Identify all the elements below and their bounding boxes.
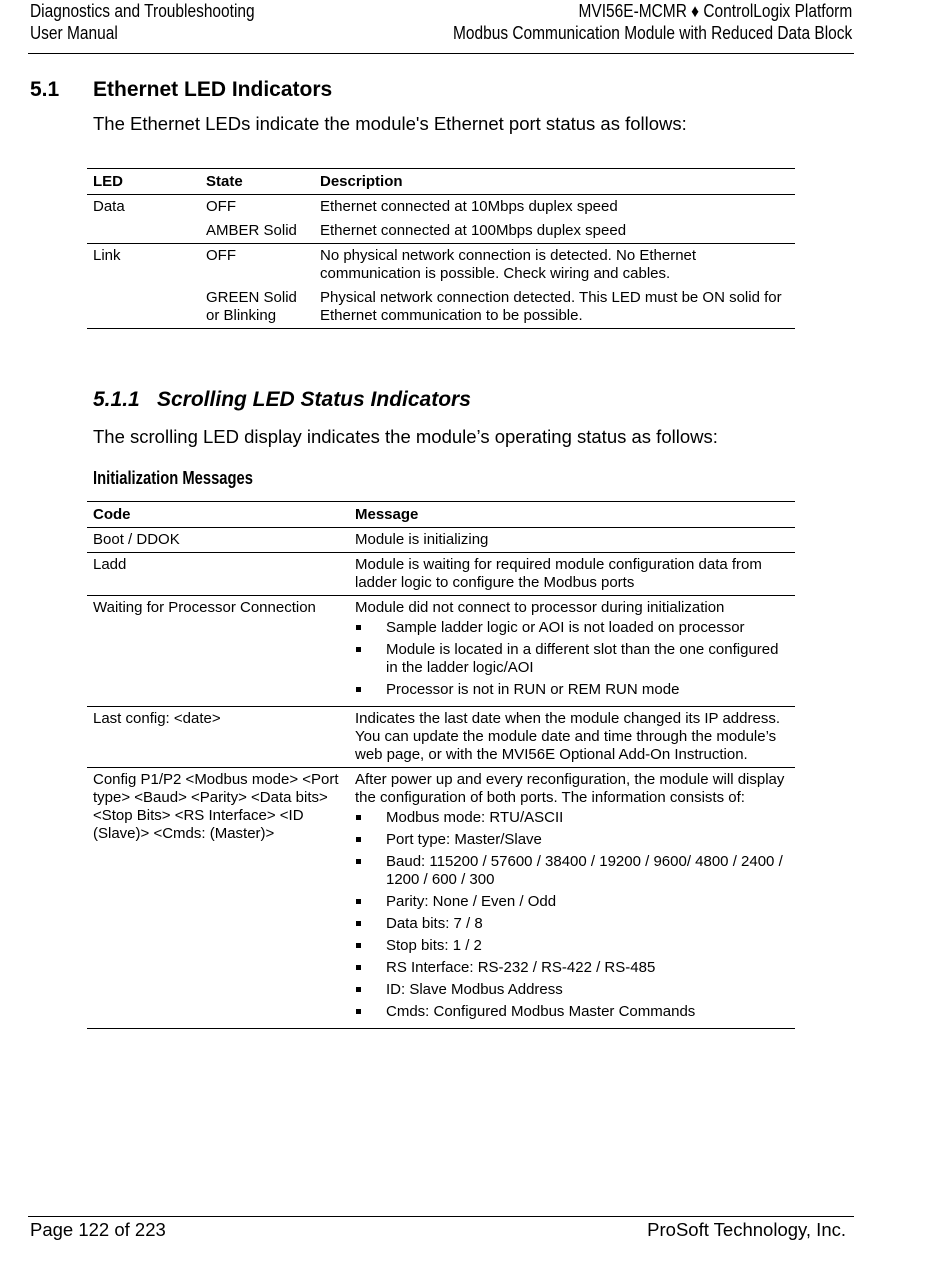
header-manual: User Manual bbox=[30, 23, 118, 43]
led-state: GREEN Solid or Blinking bbox=[200, 286, 314, 329]
list-item: Port type: Master/Slave bbox=[355, 831, 789, 849]
list-item: Sample ladder logic or AOI is not loaded on processor bbox=[355, 619, 789, 637]
message-text: After power up and every reconfiguration, the module will display the configuration of both ports. The information consists of: bbox=[355, 771, 785, 806]
section-number: 5.1 bbox=[30, 78, 60, 101]
page-header-left bbox=[30, 0, 255, 44]
message-table bbox=[87, 501, 795, 1029]
led-name bbox=[87, 219, 200, 244]
subsection-title: Scrolling LED Status Indicators bbox=[157, 388, 471, 411]
message-text: Module is initializing bbox=[349, 528, 795, 553]
column-header-state: State bbox=[200, 169, 314, 195]
table-row bbox=[87, 553, 795, 596]
page-header-right bbox=[453, 0, 852, 44]
list-item: RS Interface: RS-232 / RS-422 / RS-485 bbox=[355, 959, 789, 977]
header-divider bbox=[28, 53, 854, 54]
list-item: Module is located in a different slot than the one configured in the ladder logic/AOI bbox=[355, 641, 789, 677]
message-cell bbox=[349, 768, 795, 1029]
led-name bbox=[87, 286, 200, 329]
led-name: Data bbox=[93, 198, 125, 215]
message-code: Boot / DDOK bbox=[87, 528, 349, 553]
led-name: Link bbox=[93, 247, 121, 264]
subsection-heading bbox=[93, 388, 471, 412]
message-code: Last config: <date> bbox=[87, 707, 349, 768]
message-text: Module did not connect to processor during initialization bbox=[355, 599, 725, 616]
table-row bbox=[87, 195, 795, 220]
list-item: Parity: None / Even / Odd bbox=[355, 893, 789, 911]
footer-divider bbox=[28, 1216, 854, 1217]
column-header-message: Message bbox=[349, 502, 795, 528]
column-header-led: LED bbox=[87, 169, 200, 195]
header-chapter: Diagnostics and Troubleshooting bbox=[30, 1, 255, 21]
led-table-header bbox=[87, 169, 795, 195]
table-row bbox=[87, 286, 795, 329]
bullet-list bbox=[355, 619, 789, 699]
table-row bbox=[87, 528, 795, 553]
table-row bbox=[87, 596, 795, 707]
subsection-intro: The scrolling LED display indicates the module’s operating status as follows: bbox=[93, 426, 718, 447]
table-row bbox=[87, 768, 795, 1029]
message-code: Waiting for Processor Connection bbox=[87, 596, 349, 707]
section-title: Ethernet LED Indicators bbox=[93, 78, 333, 101]
table-row bbox=[87, 244, 795, 287]
message-code: Config P1/P2 <Modbus mode> <Port type> <Baud> <Parity> <Data bits> <Stop Bits> <RS Interface> <ID (Slave)> <Cmds: (Master)> bbox=[87, 768, 349, 1029]
table-row bbox=[87, 707, 795, 768]
led-description: Ethernet connected at 10Mbps duplex speed bbox=[320, 198, 618, 215]
list-item: Modbus mode: RTU/ASCII bbox=[355, 809, 789, 827]
message-text: Indicates the last date when the module changed its IP address. You can update the module date and time through the module’s web page, or with the MVI56E Optional Add-On Instruction. bbox=[349, 707, 795, 768]
subsection-number: 5.1.1 bbox=[93, 388, 140, 411]
led-table bbox=[87, 168, 795, 329]
section-intro: The Ethernet LEDs indicate the module's Ethernet port status as follows: bbox=[93, 113, 687, 134]
list-item: Data bits: 7 / 8 bbox=[355, 915, 789, 933]
led-description: Physical network connection detected. This LED must be ON solid for Ethernet communication to be possible. bbox=[314, 286, 795, 329]
column-header-description: Description bbox=[314, 169, 795, 195]
led-state: OFF bbox=[206, 198, 236, 215]
company-name: ProSoft Technology, Inc. bbox=[647, 1219, 846, 1240]
list-item: ID: Slave Modbus Address bbox=[355, 981, 789, 999]
table-heading: Initialization Messages bbox=[93, 468, 253, 488]
led-description: Ethernet connected at 100Mbps duplex speed bbox=[314, 219, 795, 244]
list-item: Processor is not in RUN or REM RUN mode bbox=[355, 681, 789, 699]
message-cell bbox=[349, 596, 795, 707]
led-state: OFF bbox=[206, 247, 236, 264]
table-row bbox=[87, 219, 795, 244]
message-table-header bbox=[87, 502, 795, 528]
bullet-list bbox=[355, 809, 789, 1021]
message-code: Ladd bbox=[87, 553, 349, 596]
column-header-code: Code bbox=[87, 502, 349, 528]
list-item: Stop bits: 1 / 2 bbox=[355, 937, 789, 955]
led-description: No physical network connection is detected. No Ethernet communication is possible. Check wiring and cables. bbox=[320, 247, 697, 282]
led-state: AMBER Solid bbox=[200, 219, 314, 244]
header-product: MVI56E-MCMR ♦ ControlLogix Platform bbox=[578, 1, 852, 21]
header-subtitle: Modbus Communication Module with Reduced Data Block bbox=[452, 23, 852, 43]
page-number: Page 122 of 223 bbox=[30, 1219, 166, 1240]
message-text: Module is waiting for required module configuration data from ladder logic to configure the Modbus ports bbox=[349, 553, 795, 596]
list-item: Baud: 115200 / 57600 / 38400 / 19200 / 9600/ 4800 / 2400 / 1200 / 600 / 300 bbox=[355, 853, 789, 889]
list-item: Cmds: Configured Modbus Master Commands bbox=[355, 1003, 789, 1021]
